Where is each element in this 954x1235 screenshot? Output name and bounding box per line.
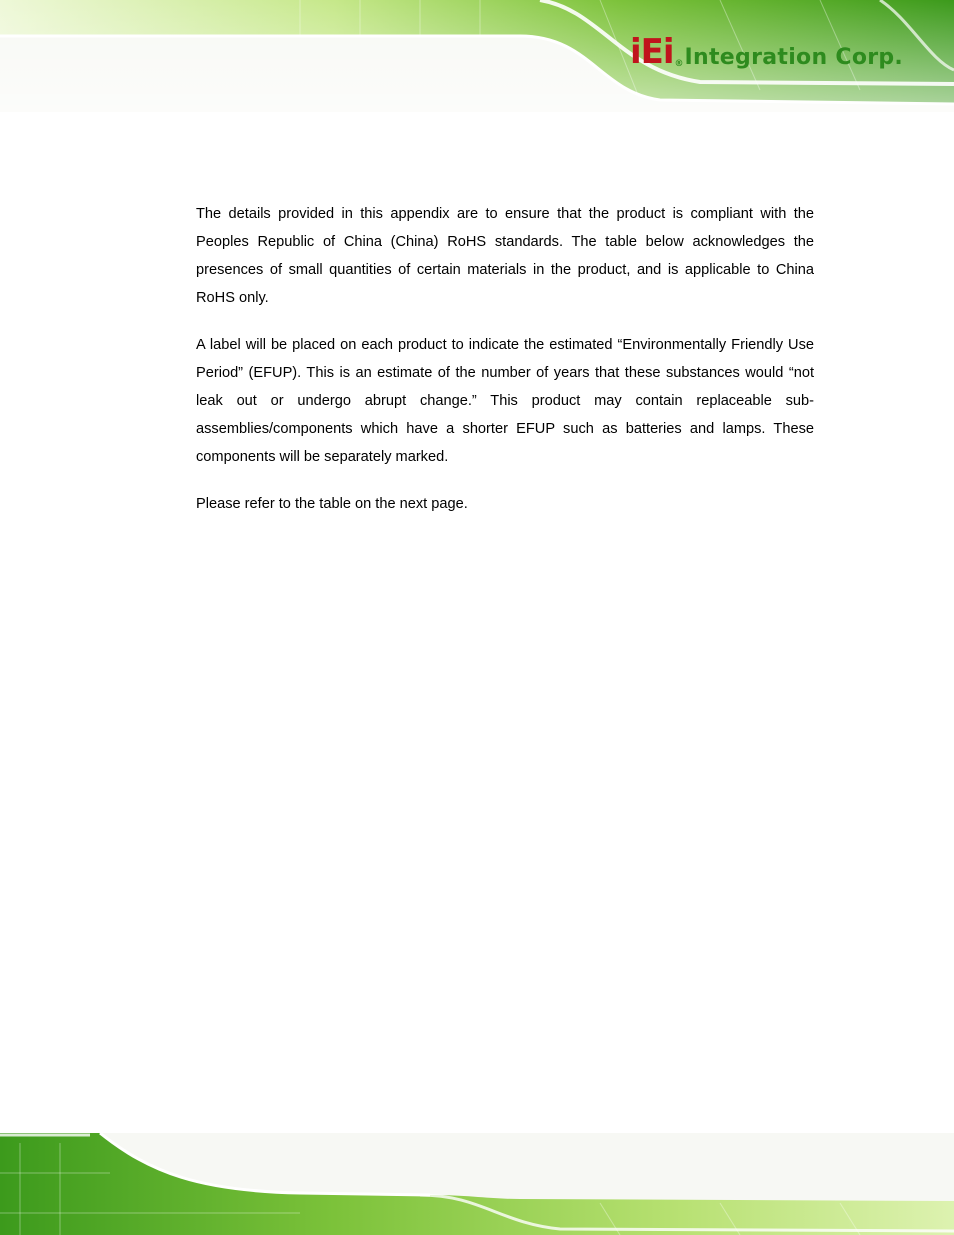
logo-text: Integration Corp. [684,44,904,70]
logo-mark [630,32,685,72]
paragraph-rohs-intro: The details provided in this appendix are to ensure that the product is compliant with the Peoples Republic of China (China) RoHS standards. The table below acknowledges the presences of small quantities of certain materials in the product, and is applicable to China RoHS only. [196,206,814,306]
logo-mark-text: iEi [630,32,674,72]
paragraph-efup: A label will be placed on each product to indicate the estimated “Environmentally Friendly Use Period” (EFUP). This is an estimate of the number of years that these substances would “not leak out or undergo abrupt change.” This product may contain replaceable sub-assemblies/components which have a shorter EFUP such as batteries and lamps. These components will be separately marked. [196,337,814,465]
registered-mark: ® [674,59,683,69]
iei-logo [630,28,903,76]
body-content [196,200,814,537]
paragraph-refer-table: Please refer to the table on the next page. [196,496,468,512]
footer-decoration [0,1133,954,1235]
